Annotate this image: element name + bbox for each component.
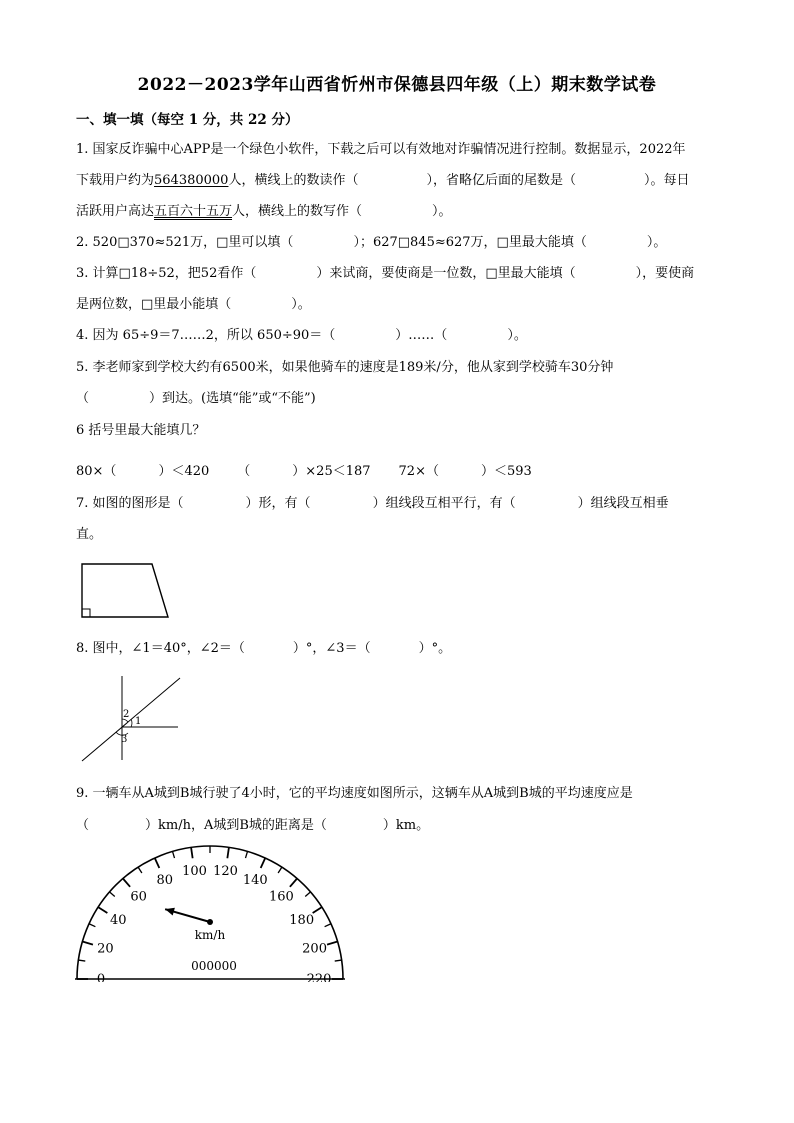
- speed-tick: [109, 892, 114, 897]
- odometer: 000000: [191, 959, 237, 973]
- q9-line2: （ ）km/h，A城到B城的距离是（ ）km。: [76, 818, 430, 833]
- speed-tick: [278, 867, 282, 873]
- speedometer: [70, 842, 350, 982]
- speed-label: 160: [268, 889, 294, 905]
- angle-figure: [76, 672, 186, 764]
- speed-tick: [138, 867, 142, 873]
- q1-line3: 活跃用户高达五百六十五万人，横线上的数写作（ ）。: [76, 204, 452, 219]
- speed-label: 200: [302, 941, 327, 957]
- speed-label: 100: [182, 864, 207, 880]
- speed-tick: [78, 960, 85, 961]
- speed-tick: [227, 847, 229, 858]
- speed-label: 140: [242, 872, 268, 888]
- speed-tick: [327, 942, 338, 945]
- speed-tick: [89, 924, 95, 927]
- q1-number: 564380000: [154, 173, 229, 188]
- q5-line1: 5. 李老师家到学校大约有6500米，如果他骑车的速度是189米/分，他从家到学校骑车30分钟: [76, 360, 614, 375]
- speed-tick: [261, 858, 266, 868]
- q6-parts: 80×（ ）＜420 （ ）×25＜187 72×（ ）＜593: [76, 464, 532, 479]
- speed-tick: [325, 924, 331, 927]
- speed-label: 60: [130, 889, 147, 905]
- speed-label: 220: [306, 972, 332, 982]
- q9-line1: 9. 一辆车从A城到B城行驶了4小时，它的平均速度如图所示，这辆车从A城到B城的平均速度应是: [76, 786, 633, 801]
- q6-line: 6 括号里最大能填几？: [76, 423, 206, 438]
- speed-tick: [290, 878, 297, 886]
- speed-tick: [155, 858, 160, 868]
- q4-line: 4. 因为 65÷9＝7……2，所以 650÷90＝（ ）……（ ）。: [76, 328, 527, 343]
- speed-tick: [173, 851, 175, 858]
- speed-tick: [335, 960, 342, 961]
- speed-tick: [305, 892, 310, 897]
- speed-tick: [123, 878, 130, 886]
- speed-label: 20: [97, 941, 114, 957]
- angle-label-1: 1: [135, 716, 142, 727]
- speed-label: 40: [110, 913, 127, 929]
- q3-line1: 3. 计算□18÷52，把52看作（ ）来试商，要使商是一位数，□里最大能填（ ），要使商: [76, 266, 695, 281]
- angle-label-2: 2: [123, 709, 130, 720]
- q1-line1: 1. 国家反诈骗中心APP是一个绿色小软件，下载之后可以有效地对诈骗情况进行控制。数据显示，2022年: [76, 142, 686, 157]
- needle-pivot: [207, 919, 213, 925]
- speed-label: 0: [96, 972, 106, 982]
- speed-unit: km/h: [194, 928, 226, 942]
- speed-label: 80: [156, 872, 173, 888]
- q3-line2: 是两位数，□里最小能填（ ）。: [76, 297, 311, 312]
- angle-label-3: 3: [121, 734, 128, 745]
- q1-words: 五百六十五万: [154, 204, 233, 219]
- speed-tick: [82, 942, 93, 945]
- q7-line2: 直。: [76, 527, 103, 542]
- q7-line1: 7. 如图的图形是（ ）形，有（ ）组线段互相平行，有（ ）组线段互相垂: [76, 496, 669, 511]
- speed-tick: [191, 847, 193, 858]
- speed-label: 180: [289, 913, 315, 929]
- q8-line: 8. 图中，∠1＝40°，∠2＝（ ）°，∠3＝（ ）°。: [76, 641, 452, 656]
- speed-tick: [245, 851, 247, 858]
- speed-label: 120: [213, 864, 238, 880]
- trapezoid-figure: [76, 560, 176, 622]
- page-title: 2022－2023学年山西省忻州市保德县四年级（上）期末数学试卷: [137, 75, 657, 95]
- q1-line2: 下载用户约为564380000人，横线上的数读作（ ），省略亿后面的尾数是（ ）。每日: [76, 173, 690, 188]
- q2-line: 2. 520□370≈521万，□里可以填（ ）；627□845≈627万，□里最大能填（ ）。: [76, 235, 667, 250]
- q5-line2: （ ）到达。(选填“能”或“不能”): [76, 391, 316, 406]
- speed-tick: [98, 907, 107, 913]
- section-heading: 一、填一填（每空 1 分，共 22 分）: [76, 112, 299, 128]
